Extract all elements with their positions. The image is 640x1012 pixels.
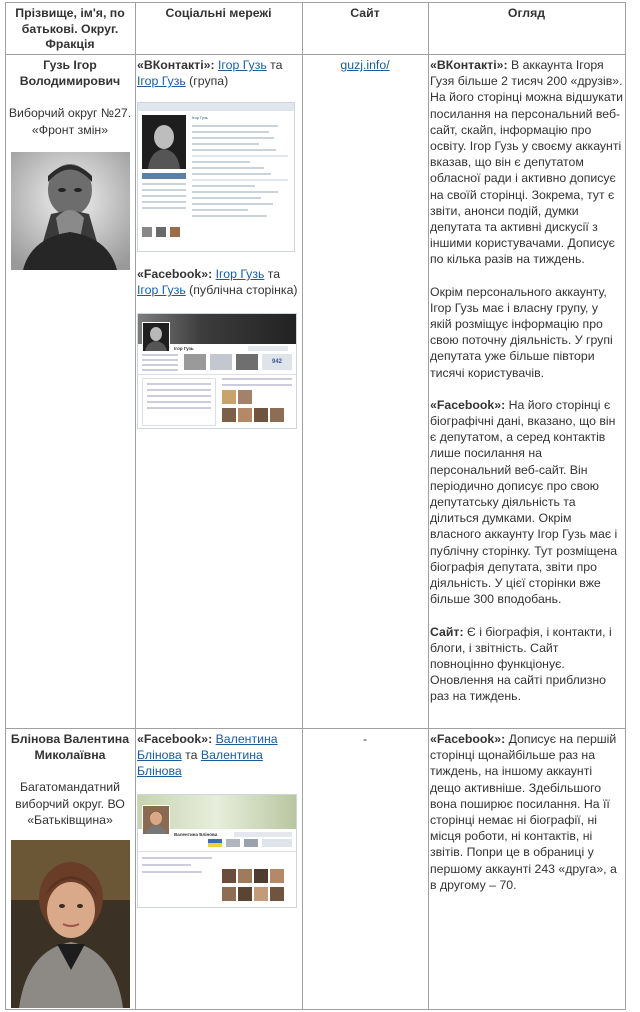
vk-screenshot	[137, 102, 295, 252]
fb-shot-counter: 942	[262, 354, 292, 370]
deputy-name: Гузь Ігор Володимирович	[19, 58, 121, 89]
fb-and: та	[264, 267, 281, 281]
deputy-name: Блінова Валентина Миколаївна	[10, 732, 130, 763]
review-fb-label: «Facebook»:	[430, 397, 506, 412]
header-social: Соціальні мережі	[165, 6, 272, 20]
vk-and: та	[266, 58, 283, 72]
vk-profile-link[interactable]: Ігор Гузь	[217, 58, 267, 72]
header-review: Огляд	[507, 6, 546, 20]
review-group-text: Окрім персонального аккаунту, Ігор Гузь має і власну групу, у якій розміщує інформацію про свою поточну діяльність. У групі депутата уже більше півтори тисячі користувачів.	[430, 284, 613, 380]
vk-group-link[interactable]: Ігор Гузь	[137, 74, 186, 89]
site-value: -	[362, 732, 368, 746]
deputy-district: Виборчий округ №27. «Фронт змін»	[8, 106, 132, 137]
review-vk-text: В аккаунта Ігоря Гузя більше 2 тисяч 200 «друзів». На його сторінці можна відшукати посилання на персональний веб-сайт, скайп, інформацію про освіту. Ігор Гузь у своєму аккаунті вказав, що він є депутатом обласної ради і активно дописує на своїй сторінці. Зокрема, тут є звіти, анонси подій, думки депутата та активні дискусії з іншими користувачами. Дописує по кілька разів на тиждень.	[430, 58, 623, 267]
header-name: Прізвище, ім'я, по батькові. Округ. Фракція	[15, 6, 125, 51]
vk-shot-name: Ігор Гузь	[192, 115, 208, 120]
review-fb-text: Дописує на першій сторінці щонайбільше раз на тиждень, на іншому аккаунті дещо активніше. Здебільшого вона поширює посилання. На її сторінці немає ні біографії, ні місця роботи, ні контактів, ні звітів. Попри це в обраниці у першому аккаунті 243 «друга», а в другому – 70.	[430, 732, 617, 892]
fb-page-link[interactable]: Ігор Гузь	[137, 283, 186, 298]
fb-shot-name: Валентина Блінова	[174, 832, 218, 837]
header-site: Сайт	[350, 6, 380, 20]
review-fb-label: «Facebook»:	[430, 732, 506, 746]
review-fb-text: На його сторінці є біографічні дані, вказано, що він є депутатом, а серед контактів лише посилання на персональний веб-сайт. Він періодично дописує про свою депутатську діяльність та ділиться думками. Окрім власного аккаунту Ігор Гузь має і публічну сторінку. Тут розміщена біографія депутата, звіти про діяльність. У цієї сторінки вже більше 300 вподобань.	[430, 397, 618, 607]
fb-label: «Facebook»:	[137, 267, 213, 281]
review-cell	[430, 731, 623, 893]
deputy-photo	[11, 840, 130, 1008]
fb-shot-name: Ігор Гузь	[174, 346, 194, 351]
fb-and: та	[181, 748, 201, 763]
deputy-district: Багатомандатний виборчий округ. ВО «Батьківщина»	[15, 780, 125, 827]
review-cell	[430, 57, 623, 705]
fb-screenshot	[137, 794, 297, 908]
fb-screenshot	[137, 313, 297, 429]
deputies-table	[5, 2, 626, 1010]
fb-label: «Facebook»:	[137, 732, 213, 746]
vk-label: «ВКонтакті»:	[137, 58, 215, 72]
review-site-text: Є і біографія, і контакти, і блоги, і звітність. Сайт повноцінно функціонує. Оновлення на сайті приблизно раз на тиждень.	[430, 624, 612, 704]
table-row	[7, 57, 133, 138]
vk-tail: (група)	[185, 74, 229, 89]
fb-profile-link-2[interactable]: Валентина Блінова	[137, 748, 263, 779]
fb-profile-link[interactable]: Ігор Гузь	[215, 267, 265, 281]
deputy-photo	[11, 152, 130, 270]
fb-tail: (публічна сторінка)	[185, 283, 298, 298]
fb-profile-link[interactable]: Валентина Блінова	[137, 732, 278, 763]
site-link[interactable]: guzj.info/	[340, 58, 390, 72]
table-row	[7, 731, 133, 828]
review-site-label: Сайт:	[430, 624, 464, 639]
review-vk-label: «ВКонтакті»:	[430, 58, 508, 72]
